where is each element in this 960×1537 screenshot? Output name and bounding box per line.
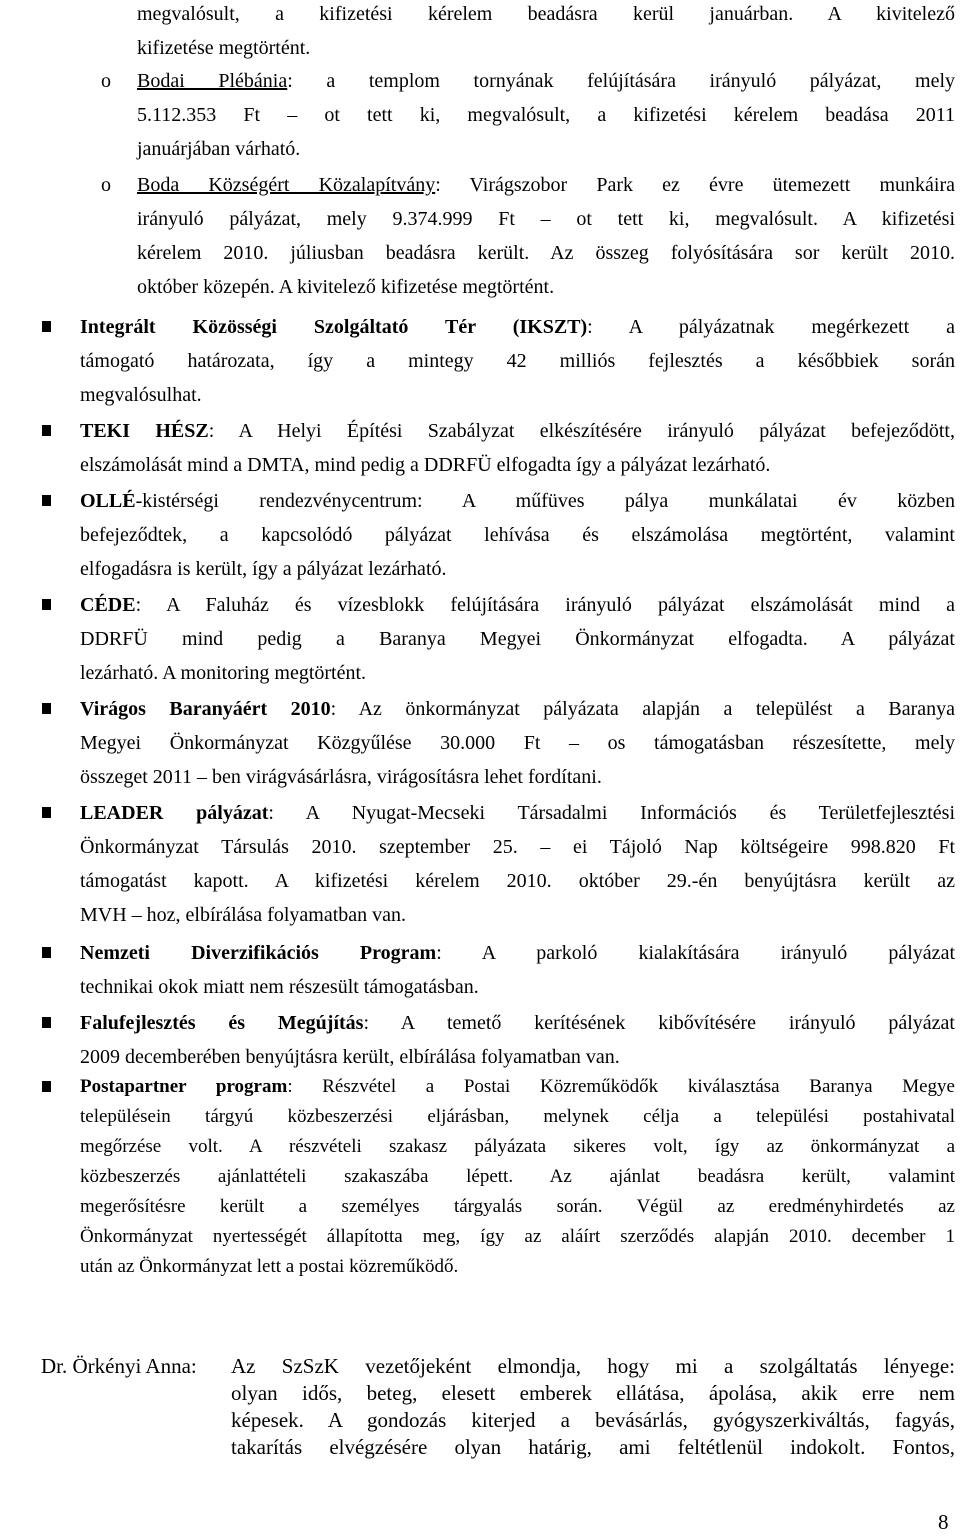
sub-item-boda-kozalapitvany bbox=[137, 168, 955, 304]
project-item-line bbox=[80, 310, 955, 344]
project-item-line: megőrzése volt. A részvételi szakasz pályázata sikeres volt, így az önkormányzat a bbox=[80, 1136, 955, 1157]
project-item-line: MVH – hoz, elbírálása folyamatban van. bbox=[80, 904, 407, 926]
project-item-line: megerősítésre került a személyes tárgyalás során. Végül az eredményhirdetés az bbox=[80, 1196, 955, 1217]
project-item bbox=[80, 692, 955, 794]
sub-item-name: Bodai Plébánia bbox=[137, 70, 288, 92]
project-item-line: 2009 decemberében benyújtásra került, elbírálása folyamatban van. bbox=[80, 1046, 620, 1068]
project-item bbox=[80, 1006, 955, 1074]
statement-line: takarítás elvégzésére olyan határig, ami feltétlenül indokolt. Fontos, bbox=[231, 1435, 955, 1459]
project-item-name: CÉDE bbox=[80, 594, 136, 616]
project-item bbox=[80, 1072, 955, 1282]
project-item-name: OLLÉ bbox=[80, 490, 136, 512]
circle-bullet-marker: o bbox=[101, 70, 111, 92]
project-item-name: TEKI HÉSZ bbox=[80, 420, 209, 442]
square-bullet-marker bbox=[42, 321, 51, 332]
page-number: 8 bbox=[938, 1510, 949, 1534]
project-item-line: technikai okok miatt nem részesült támogatásban. bbox=[80, 976, 479, 998]
sub-item-line: 5.112.353 Ft – ot tett ki, megvalósult, a kifizetési kérelem beadása 2011 bbox=[137, 104, 955, 126]
project-item-line bbox=[80, 588, 955, 622]
project-item-text: : A Nyugat-Mecseki Társadalmi Információs és Területfejlesztési bbox=[268, 802, 955, 824]
project-item-text: : Az önkormányzat pályázata alapján a települést a Baranya bbox=[330, 698, 956, 720]
square-bullet-marker bbox=[42, 1017, 51, 1028]
project-item-line: DDRFÜ mind pedig a Baranya Megyei Önkormányzat elfogadta. A pályázat bbox=[80, 628, 955, 650]
project-item bbox=[80, 936, 955, 1004]
sub-item-line: kérelem 2010. júliusban beadásra került. Az összeg folyósítására sor került 2010. bbox=[137, 242, 955, 264]
intro-line: kifizetése megtörtént. bbox=[137, 37, 311, 59]
project-item-text: -kistérségi rendezvénycentrum: A műfüves pálya munkálatai év közben bbox=[135, 490, 955, 512]
project-item-line: megvalósulhat. bbox=[80, 384, 202, 406]
project-item-name: Postapartner program bbox=[80, 1076, 288, 1097]
sub-item-bodai-plebania bbox=[137, 64, 955, 166]
intro-line: megvalósult, a kifizetési kérelem beadásra kerül januárban. A kivitelező bbox=[137, 3, 955, 25]
project-item-line bbox=[80, 796, 955, 830]
square-bullet-marker bbox=[42, 807, 51, 818]
sub-item-line bbox=[137, 168, 955, 202]
project-item-name: Virágos Baranyáért 2010 bbox=[80, 698, 331, 720]
project-item-line: településein tárgyú közbeszerzési eljárásban, melynek célja a települési postahivatal bbox=[80, 1106, 955, 1127]
sub-item-line bbox=[137, 64, 955, 98]
project-item-line bbox=[80, 414, 955, 448]
square-bullet-marker bbox=[42, 947, 51, 958]
project-item-line: elfogadásra is került, így a pályázat lezárható. bbox=[80, 558, 447, 580]
square-bullet-marker bbox=[42, 703, 51, 714]
project-item-name: LEADER pályázat bbox=[80, 802, 269, 824]
project-item-line bbox=[80, 1006, 955, 1040]
project-item-name: Nemzeti Diverzifikációs Program bbox=[80, 942, 437, 964]
project-item-line: közbeszerzés ajánlattételi szakaszába lépett. Az ajánlat beadásra került, valamint bbox=[80, 1166, 955, 1187]
project-item-text: : A Faluház és vízesblokk felújítására irányuló pályázat elszámolását mind a bbox=[135, 594, 955, 616]
project-item-line bbox=[80, 936, 955, 970]
project-item-name: Integrált Közösségi Szolgáltató Tér (IKSZT) bbox=[80, 316, 588, 338]
project-item bbox=[80, 588, 955, 690]
project-item-line: Önkormányzat nyertességét állapította meg, így az aláírt szerződés alapján 2010. december 1 bbox=[80, 1226, 955, 1247]
project-item-line: Önkormányzat Társulás 2010. szeptember 25. – ei Tájoló Nap költségeire 998.820 Ft bbox=[80, 836, 955, 858]
project-item-name: Falufejlesztés és Megújítás bbox=[80, 1012, 364, 1034]
project-item-line: támogató határozata, így a mintegy 42 milliós fejlesztés a későbbiek során bbox=[80, 350, 955, 372]
project-item-line bbox=[80, 484, 955, 518]
project-item bbox=[80, 414, 955, 482]
square-bullet-marker bbox=[42, 1081, 51, 1092]
project-item-line: lezárható. A monitoring megtörtént. bbox=[80, 662, 367, 684]
sub-item-line: januárjában várható. bbox=[137, 138, 301, 160]
project-item-text: : Részvétel a Postai Közreműködők kiválasztása Baranya Megye bbox=[287, 1076, 955, 1097]
project-item-line bbox=[80, 692, 955, 726]
project-item-line: elszámolását mind a DMTA, mind pedig a DDRFÜ elfogadta így a pályázat lezárható. bbox=[80, 454, 771, 476]
project-item-text: : A temető kerítésének kibővítésére irányuló pályázat bbox=[363, 1012, 955, 1034]
project-item-line bbox=[80, 1072, 955, 1102]
sub-item-text: : a templom tornyának felújítására irányuló pályázat, mely bbox=[287, 70, 955, 92]
project-item-text: : A parkoló kialakítására irányuló pályázat bbox=[436, 942, 955, 964]
sub-item-line: október közepén. A kivitelező kifizetése megtörtént. bbox=[137, 276, 555, 298]
square-bullet-marker bbox=[42, 495, 51, 506]
square-bullet-marker bbox=[42, 599, 51, 610]
square-bullet-marker bbox=[42, 425, 51, 436]
project-item-line: Megyei Önkormányzat Közgyűlése 30.000 Ft – os támogatásban részesítette, mely bbox=[80, 732, 955, 754]
project-item-text: : A pályázatnak megérkezett a bbox=[587, 316, 955, 338]
intro-continuation bbox=[137, 0, 955, 65]
project-item-line: után az Önkormányzat lett a postai közreműködő. bbox=[80, 1256, 459, 1277]
project-item-line: összeget 2011 – ben virágvásárlásra, virágosításra lehet fordítani. bbox=[80, 766, 602, 788]
statement-line: képesek. A gondozás kiterjed a bevásárlás, gyógyszerkiváltás, fagyás, bbox=[231, 1408, 955, 1432]
project-item-text: : A Helyi Építési Szabályzat elkészítésére irányuló pályázat befejeződött, bbox=[208, 420, 955, 442]
sub-item-text: : Virágszobor Park ez évre ütemezett munkáira bbox=[435, 174, 955, 196]
statement-line: Az SzSzK vezetőjeként elmondja, hogy mi a szolgáltatás lényege: bbox=[231, 1354, 955, 1378]
speaker-name: Dr. Örkényi Anna: bbox=[41, 1354, 197, 1378]
sub-item-name: Boda Községért Közalapítvány bbox=[137, 174, 436, 196]
project-item bbox=[80, 796, 955, 932]
project-item bbox=[80, 484, 955, 586]
speaker-statement bbox=[231, 1353, 955, 1461]
sub-item-line: irányuló pályázat, mely 9.374.999 Ft – ot tett ki, megvalósult. A kifizetési bbox=[137, 208, 955, 230]
project-item bbox=[80, 310, 955, 412]
statement-line: olyan idős, beteg, elesett emberek ellátása, ápolása, akik erre nem bbox=[231, 1381, 955, 1405]
project-item-line: támogatást kapott. A kifizetési kérelem 2010. október 29.-én benyújtásra került az bbox=[80, 870, 955, 892]
project-item-line: befejeződtek, a kapcsolódó pályázat lehívása és elszámolása megtörtént, valamint bbox=[80, 524, 955, 546]
circle-bullet-marker: o bbox=[101, 174, 111, 196]
